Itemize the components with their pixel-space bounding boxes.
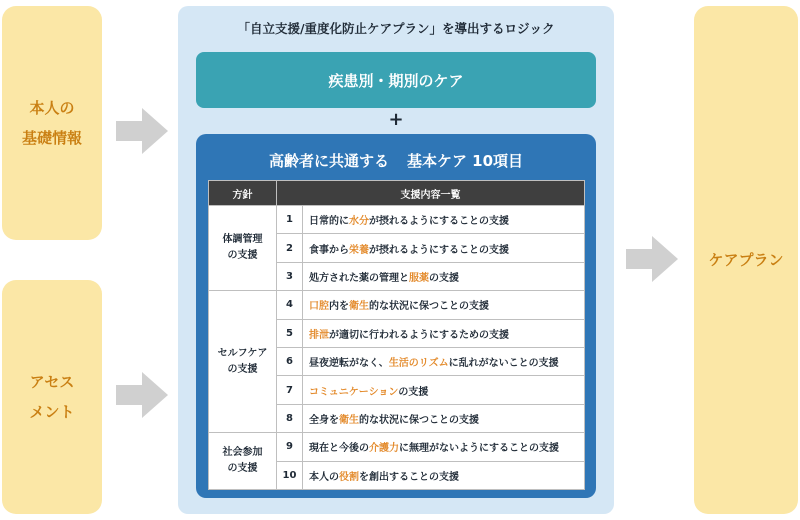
item-number: 2 — [277, 234, 303, 262]
item-number: 7 — [277, 376, 303, 404]
arrow-right-icon — [116, 372, 168, 418]
arrow-right-icon — [116, 108, 168, 154]
item-text: 食事から栄養が摂れるようにすることの支援 — [303, 234, 585, 262]
item-text: 処方された薬の管理と服薬の支援 — [303, 262, 585, 290]
table-row — [209, 433, 585, 461]
item-text: 本人の役割を創出することの支援 — [303, 461, 585, 489]
header-support-list: 支援内容一覧 — [277, 181, 585, 206]
category-cell: セルフケア の支援 — [209, 291, 277, 433]
item-number: 5 — [277, 319, 303, 347]
logic-panel — [178, 6, 614, 514]
item-number: 10 — [277, 461, 303, 489]
category-cell: 体調管理 の支援 — [209, 206, 277, 291]
basic-info-label: 本人の 基礎情報 — [21, 99, 82, 147]
item-number: 3 — [277, 262, 303, 290]
item-text: 昼夜逆転がなく、生活のリズムに乱れがないことの支援 — [303, 347, 585, 375]
category-cell: 社会参加 の支援 — [209, 433, 277, 490]
basic-care-box — [196, 134, 596, 498]
item-number: 1 — [277, 206, 303, 234]
item-text: 口腔内を衛生的な状況に保つことの支援 — [303, 291, 585, 319]
care-plan-box — [694, 6, 798, 514]
item-number: 9 — [277, 433, 303, 461]
basic-care-table — [208, 180, 585, 490]
item-text: コミュニケーションの支援 — [303, 376, 585, 404]
basic-info-box — [2, 6, 102, 240]
disease-care-box — [196, 52, 596, 108]
care-plan-label: ケアプラン — [708, 251, 784, 269]
panel-title: 「自立支援/重度化防止ケアプラン」を導出するロジック — [237, 21, 555, 36]
header-policy: 方針 — [209, 181, 277, 206]
item-text: 日常的に水分が摂れるようにすることの支援 — [303, 206, 585, 234]
assessment-box — [2, 280, 102, 514]
table-header-row — [209, 181, 585, 206]
assessment-label: アセス メント — [29, 373, 75, 421]
plus-sign: + — [388, 109, 404, 130]
basic-care-title: 高齢者に共通する 基本ケア 10項目 — [268, 152, 524, 170]
item-text: 現在と今後の介護力に無理がないようにすることの支援 — [303, 433, 585, 461]
table-row — [209, 206, 585, 234]
disease-care-label: 疾患別・期別のケア — [328, 71, 464, 90]
item-number: 8 — [277, 404, 303, 432]
table-row — [209, 291, 585, 319]
item-number: 4 — [277, 291, 303, 319]
arrow-right-icon — [626, 236, 678, 282]
item-text: 全身を衛生的な状況に保つことの支援 — [303, 404, 585, 432]
item-text: 排泄が適切に行われるようにするための支援 — [303, 319, 585, 347]
item-number: 6 — [277, 347, 303, 375]
